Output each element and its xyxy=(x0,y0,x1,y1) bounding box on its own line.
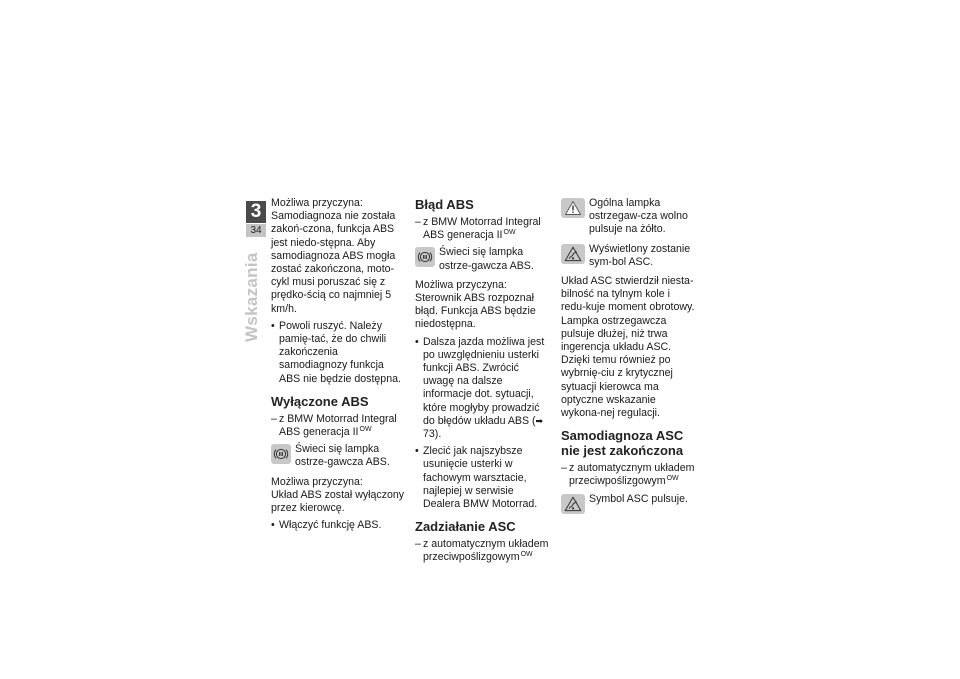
page-ref-arrow-icon: ➡ xyxy=(535,415,544,426)
cause-label: Możliwa przyczyna: xyxy=(415,278,507,291)
equipment-text: z BMW Motorrad Integral ABS generacja II xyxy=(279,412,397,439)
section-heading-abs-error: Błąd ABS xyxy=(415,197,474,212)
equipment-text: z BMW Motorrad Integral ABS generacja II xyxy=(423,216,541,242)
bullet-item: • Zlecić jak najszybsze usunięcie usterki w fachowym warsztacie, najlepiej w serwisie Dealera BMW Motorrad. xyxy=(415,445,549,511)
equipment-code: OW xyxy=(520,550,533,558)
cause-label: Możliwa przyczyna: xyxy=(271,197,363,209)
bullet-item xyxy=(415,336,549,442)
chapter-label: Wskazania xyxy=(242,252,261,342)
indicator-text: Ogólna lampka ostrzegaw-cza wolno pulsuje na żółto. xyxy=(589,197,688,236)
asc-symbol-icon xyxy=(561,494,585,514)
bullet-text-end: ). xyxy=(434,428,442,441)
bullet-item: • Powoli ruszyć. Należy pamię-tać, że do chwili zakończenia samodiagnozy funkcja ABS nie będzie dostępna. xyxy=(271,320,405,386)
chapter-number: 3 xyxy=(246,201,266,223)
indicator-row xyxy=(271,443,405,469)
column-3 xyxy=(561,197,695,520)
section-heading-asc-selftest: Samodiagnoza ASC nie jest zakończona xyxy=(561,428,684,459)
indicator-text: Świeci się lampka ostrze-gawcza ABS. xyxy=(295,443,390,469)
equipment-code: OW xyxy=(359,425,372,433)
column-1 xyxy=(271,197,405,536)
page-number: 34 xyxy=(246,224,266,237)
cause-label: Możliwa przyczyna: xyxy=(271,475,363,488)
indicator-text: Wyświetlony zostanie sym-bol ASC. xyxy=(589,242,691,268)
chapter-tab xyxy=(246,201,266,237)
cause-text: Samodiagnoza nie została zakoń-czona, funkcja ABS jest niedo-stępna. Aby samodiagnoza ABS mogła zostać zakończona, moto-cykl musi poruszać się z prędko-ścią co najmniej 5 km/h. xyxy=(271,210,396,315)
indicator-row xyxy=(561,197,695,237)
bullet-text: Dalsza jazda możliwa jest po uwzględnieniu usterki funkcji ABS. Zwrócić uwagę na dalsze informacje dot. sytuacji, które mogłyby prowadzić do błędów układu ABS ( xyxy=(423,335,545,427)
body-paragraph: Układ ASC stwierdził niesta-bilność na tylnym kole i redu-kuje moment obrotowy. Lampka ostrzegawcza pulsuje dłużej, niż trwa ingerencja układu ASC. Dzięki temu również po wybrnię-ciu z krytycznej sytuacji kierowca ma optyczne wskazanie wykona-nej regulacji. xyxy=(561,275,695,420)
indicator-text: Symbol ASC pulsuje. xyxy=(589,492,688,505)
bullet-item: • Włączyć funkcję ABS. xyxy=(271,519,405,532)
abs-warning-icon xyxy=(415,247,435,267)
indicator-row xyxy=(561,243,695,269)
asc-symbol-icon xyxy=(561,244,585,264)
equipment-note xyxy=(415,538,549,564)
indicator-text: Świeci się lampka ostrze-gawcza ABS. xyxy=(439,246,534,272)
section-heading-asc-active: Zadziałanie ASC xyxy=(415,519,516,535)
equipment-code: OW xyxy=(503,228,516,236)
equipment-note xyxy=(415,216,549,242)
equipment-note xyxy=(271,413,405,439)
equipment-text: z automatycznym układem przeciwpoślizgowym xyxy=(423,538,549,564)
cause-text: Układ ABS został wyłączony przez kierowcę. xyxy=(271,488,405,515)
equipment-code: OW xyxy=(666,474,679,482)
general-warning-icon xyxy=(561,198,585,218)
section-heading-abs-off: Wyłączone ABS xyxy=(271,393,369,409)
abs-warning-icon xyxy=(271,444,291,464)
column-2 xyxy=(415,197,549,569)
equipment-text: z automatycznym układem przeciwpoślizgowym xyxy=(569,462,695,488)
cause-text: Sterownik ABS rozpoznał błąd. Funkcja ABS będzie niedostępna. xyxy=(415,292,536,331)
indicator-row xyxy=(561,493,695,514)
page-ref-link[interactable]: 73 xyxy=(423,428,435,441)
equipment-note xyxy=(561,462,695,488)
indicator-row xyxy=(415,246,549,272)
